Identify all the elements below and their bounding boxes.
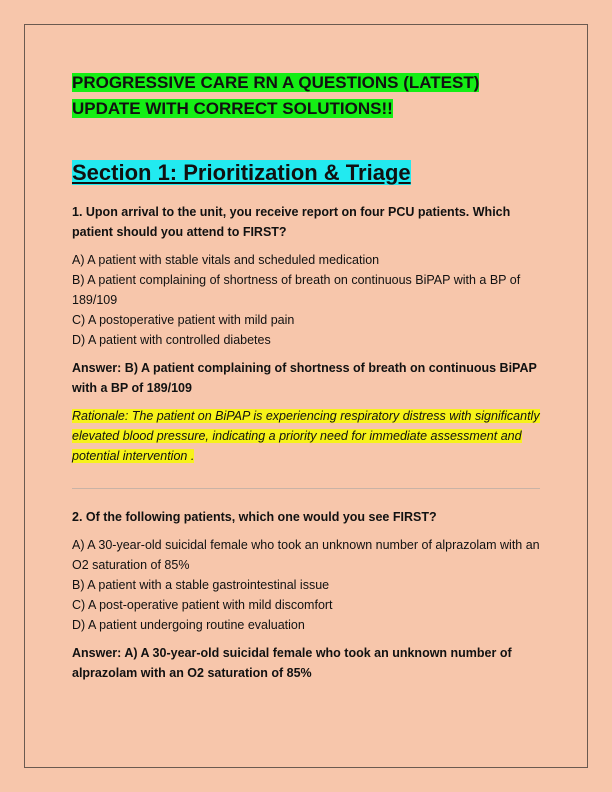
- option-d: D) A patient with controlled diabetes: [72, 333, 271, 347]
- option-c: C) A post-operative patient with mild discomfort: [72, 598, 333, 612]
- rationale-text: Rationale: The patient on BiPAP is experiencing respiratory distress with significantly elevated blood pressure, indicating a priority need for immediate assessment and potential intervention .: [72, 409, 540, 463]
- section-title-text: Section 1: Prioritization & Triage: [72, 160, 411, 185]
- option-b: B) A patient complaining of shortness of breath on continuous BiPAP with a BP of 189/109: [72, 273, 521, 307]
- option-c: C) A postoperative patient with mild pain: [72, 313, 295, 327]
- question-prompt: 2. Of the following patients, which one would you see FIRST?: [72, 510, 437, 524]
- question-block-2: [72, 507, 542, 683]
- question-block-1: [72, 202, 542, 466]
- section-title: [72, 158, 542, 188]
- correct-answer: Answer: B) A patient complaining of shortness of breath on continuous BiPAP with a BP of 189/109: [72, 361, 537, 395]
- document-title-text: PROGRESSIVE CARE RN A QUESTIONS (LATEST) UPDATE WITH CORRECT SOLUTIONS!!: [72, 73, 480, 118]
- rationale: [72, 406, 542, 466]
- option-a: A) A patient with stable vitals and scheduled medication: [72, 253, 380, 267]
- question-divider: [72, 488, 540, 489]
- option-d: D) A patient undergoing routine evaluation: [72, 618, 305, 632]
- option-b: B) A patient with a stable gastrointestinal issue: [72, 578, 330, 592]
- answer-options: [72, 535, 542, 635]
- question-prompt: 1. Upon arrival to the unit, you receive report on four PCU patients. Which patient should you attend to FIRST?: [72, 205, 511, 239]
- correct-answer: Answer: A) A 30-year-old suicidal female who took an unknown number of alprazolam with an O2 saturation of 85%: [72, 646, 512, 680]
- answer-options: [72, 250, 542, 350]
- document-title: [72, 70, 542, 122]
- option-a: A) A 30-year-old suicidal female who took an unknown number of alprazolam with an O2 saturation of 85%: [72, 538, 540, 572]
- document-content: [72, 70, 542, 683]
